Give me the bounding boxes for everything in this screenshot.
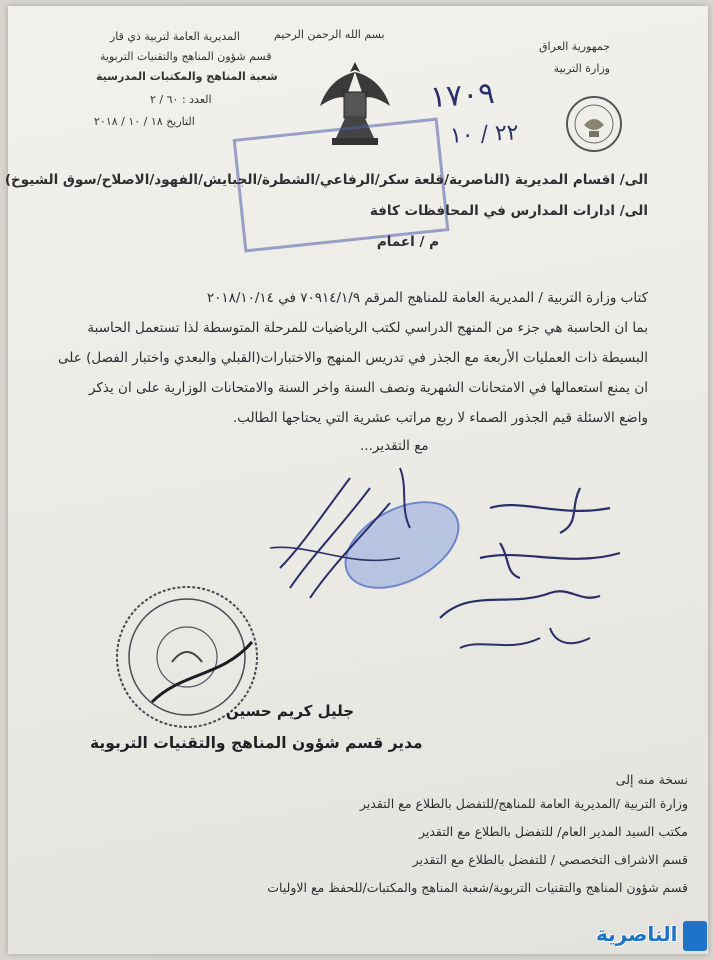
copy-to-item: قسم شؤون المناهج والتقنيات التربوية/شعبة المناهج والمكتبات/للحفظ مع الاوليات xyxy=(267,880,688,895)
header-date: التاريخ ١٨ / ١٠ / ٢٠١٨ xyxy=(94,115,195,128)
recipients-line-2: الى/ ادارات المدارس في المحافظات كافة xyxy=(369,203,648,219)
handwritten-note-right-icon xyxy=(430,478,630,678)
copy-to-heading: نسخة منه إلى xyxy=(615,772,688,787)
subject-line: م / اعمام xyxy=(376,234,439,250)
header-ministry: وزارة التربية xyxy=(553,62,610,75)
header-number: العدد : ٦٠ / ٢ xyxy=(150,93,212,106)
handwritten-date: ٢٢ / ١٠ xyxy=(449,120,520,149)
body-line-1: كتاب وزارة التربية / المديرية العامة للمناهج المرقم ٧٠٩١٤/١/٩ في ٢٠١٨/١٠/١٤ xyxy=(206,290,648,306)
copy-to-item: مكتب السيد المدير العام/ للتفضل بالطلاع مع التقدير xyxy=(418,824,688,839)
handwritten-number: ١٧٠٩ xyxy=(428,75,496,116)
body-line-5: واضع الاسئلة قيم الجذور الصماء لا ربع مراتب عشرية التي يحتاجها الطالب. xyxy=(232,410,648,426)
closing-text: مع التقدير... xyxy=(360,438,429,454)
header-section: شعبة المناهج والمكتبات المدرسية xyxy=(96,70,278,83)
header-republic: جمهورية العراق xyxy=(538,40,610,53)
body-line-4: ان يمنع استعمالها في الامتحانات الشهرية ونصف السنة واخر السنة والامتحانات الوزارية على ان يذكر xyxy=(89,380,648,396)
signatory-title: مدير قسم شؤون المناهج والتقنيات التربوية xyxy=(90,734,423,752)
header-department: قسم شؤون المناهج والتقنيات التربوية xyxy=(100,50,272,63)
ministry-seal-icon xyxy=(565,95,623,153)
body-line-2: بما ان الحاسبة هي جزء من المنهج الدراسي لكتب الرياضيات للمرحلة المتوسطة لذا تستعمل الحاسبة xyxy=(87,320,648,336)
watermark-logo-text: الناصرية xyxy=(596,922,678,946)
handwritten-note-left-icon xyxy=(250,448,430,608)
recipients-line-1: الى/ اقسام المديرية (الناصرية/قلعة سكر/الرفاعي/الشطرة/الجبايش/الفهود/الاصلاح/سوق الشيوخ) xyxy=(4,172,648,188)
nasiriya-logo-icon xyxy=(683,921,707,951)
header-directorate: المديرية العامة لتربية ذي قار xyxy=(110,30,240,43)
copy-to-item: وزارة التربية /المديرية العامة للمناهج/للتفضل بالطلاع مع التقدير xyxy=(359,796,688,811)
copy-to-item: قسم الاشراف التخصصي / للتفضل بالطلاع مع التقدير xyxy=(412,852,688,867)
basmala: بسم الله الرحمن الرحيم xyxy=(274,28,385,41)
body-line-3: البسيطة ذات العمليات الأربعة مع الجذر في تدريس المنهج والاختبارات(القبلي والبعدي واختبار الفصل) على xyxy=(58,350,648,366)
signatory-name: جليل كريم حسين xyxy=(226,702,355,720)
